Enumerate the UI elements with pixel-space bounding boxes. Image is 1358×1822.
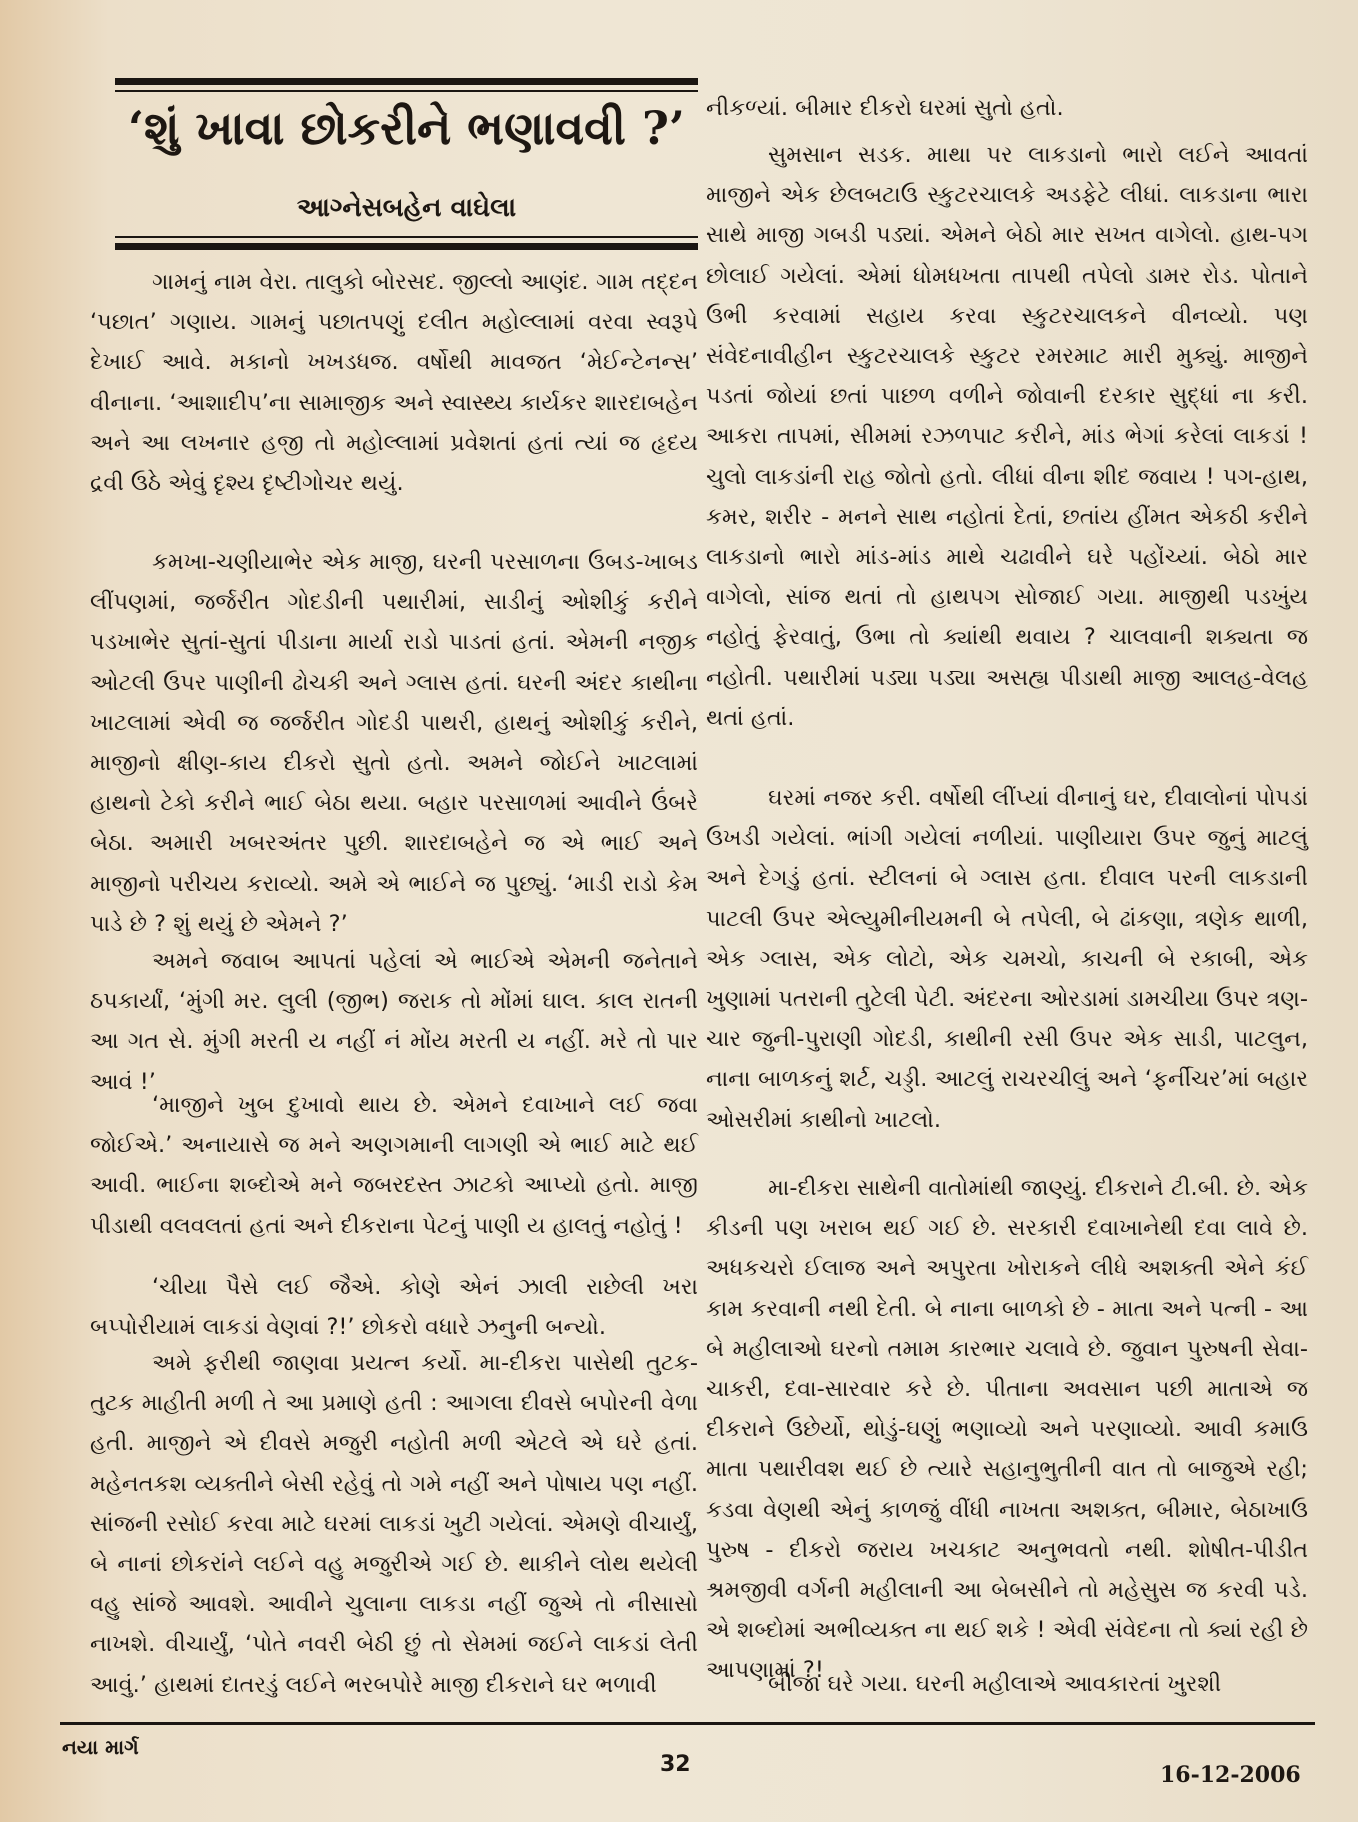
paragraph: ‘ચીયા પૈસે લઈ જૈએ. કોણે એનં ઝાલી રાછેલી ખરા બપ્પોરીયામં લાકડાં વેણવાં ?!’ છોકરો વધારે ઝનુની બન્યો. (90, 1274, 698, 1341)
paragraph: ગામનું નામ વેરા. તાલુકો બોરસદ. જીલ્લો આણંદ. ગામ તદ્દન ‘પછાત’ ગણાય. ગામનું પછાતપણું દલીત મહોલ્લામાં વરવા સ્વરૂપે દેખાઈ આવે. મકાનો ખખડધજ. વર્ષોથી માવજત ‘મેઈન્ટેનન્સ’ વીનાના. ‘આશાદીપ’ના સામાજીક અને સ્વાસ્થ્ય કાર્યકર શારદાબહેન અને આ લખનાર હજી તો મહોલ્લામાં પ્રવેશતાં હતાં ત્યાં જ હૃદય દ્રવી ઉઠે એવું દૃશ્ય દૃષ્ટીગોચર થયું. (90, 269, 698, 497)
paragraph: કમખા-ચણીયાભેર એક માજી, ઘરની પરસાળના ઉબડ-ખાબડ લીંપણમાં, જર્જરીત ગોદડીની પથારીમાં, સાડીનું ઓશીકું કરીને પડખાભેર સુતાં-સુતાં પીડાના માર્યા રાડો પાડતાં હતાં. એમની નજીક ઓટલી ઉપર પાણીની ઢોચકી અને ગ્લાસ હતાં. ઘરની અંદર કાથીના ખાટલામાં એવી જ જર્જરીત ગોદડી પાથરી, હાથનું ઓશીકું કરીને, માજીનો ક્ષીણ-કાય દીકરો સુતો હતો. અમને જોઈને ખાટલામાં હાથનો ટેકો કરીને ભાઈ બેઠા થયા. બહાર પરસાળમાં આવીને ઉંબરે બેઠા. અમારી ખબરઅંતર પુછી. શારદાબહેને જ એ ભાઈ અને માજીનો પરીચય કરાવ્યો. અમે એ ભાઈને જ પુછ્યું. ‘માડી રાડો કેમ પાડે છે ? શું થયું છે એમને ?’ (90, 549, 698, 937)
paragraph: બીજા ઘરે ગયા. ઘરની મહીલાએ આવકારતાં ખુરશી (768, 1671, 1222, 1697)
paragraph: અમને જવાબ આપતાં પહેલાં એ ભાઈએ એમની જનેતાને ઠપકાર્યાં, ‘મુંગી મર. લુલી (જીભ) જરાક તો મોંમાં ઘાલ. કાલ રાતની આ ગત સે. મુંગી મરતી ય નહીં નં મોંય મરતી ય નહીં. મરે તો પાર આવં !’ (90, 948, 698, 1095)
issue-date: 16-12-2006 (1160, 1762, 1301, 1788)
footer-rule (60, 1722, 1315, 1725)
paragraph: ઘરમાં નજર કરી. વર્ષોથી લીંપ્યાં વીનાનું ઘર, દીવાલોનાં પોપડાં ઉખડી ગયેલાં. ભાંગી ગયેલાં નળીયાં. પાણીયારા ઉપર જુનું માટલું અને દેગડું હતાં. સ્ટીલનાં બે ગ્લાસ હતા. દીવાલ પરની લાકડાની પાટલી ઉપર એલ્યુમીનીયમની બે તપેલી, બે ઢાંકણા, ત્રણેક થાળી, એક ગ્લાસ, એક લોટો, એક ચમચો, કાચની બે રકાબી, એક ખુણામાં પતરાની તુટેલી પેટી. અંદરના ઓરડામાં ડામચીયા ઉપર ત્રણ-ચાર જુની-પુરાણી ગોદડી, કાથીની રસી ઉપર એક સાડી, પાટલુન, નાના બાળકનું શર્ટ, ચડ્ડી. આટલું રાચરચીલું અને ‘ફર્નીચર’માં બહાર ઓસરીમાં કાથીનો ખાટલો. (706, 785, 1308, 1133)
article-title: ‘શું ખાવા છોકરીને ભણાવવી ?’ (128, 101, 685, 155)
title-top-rule (115, 78, 698, 85)
page-number: 32 (660, 1752, 691, 1777)
paragraph: મા-દીકરા સાથેની વાતોમાંથી જાણ્યું. દીકરાને ટી.બી. છે. એક કીડની પણ ખરાબ થઈ ગઈ છે. સરકારી દવાખાનેથી દવા લાવે છે. અધકચરો ઈલાજ અને અપુરતા ખોરાકને લીધે અશક્તી એને કંઈ કામ કરવાની નથી દેતી. બે નાના બાળકો છે - માતા અને પત્ની - આ બે મહીલાઓ ઘરનો તમામ કારભાર ચલાવે છે. જુવાન પુરુષની સેવા-ચાકરી, દવા-સારવાર કરે છે. પીતાના અવસાન પછી માતાએ જ દીકરાને ઉછેર્યો, થોડું-ઘણું ભણાવ્યો અને પરણાવ્યો. આવી કમાઉ માતા પથારીવશ થઈ છે ત્યારે સહાનુભુતીની વાત તો બાજુએ રહી; કડવા વેણથી એનું કાળજું વીંધી નાખતા અશક્ત, બીમાર, બેઠાખાઉ પુરુષ - દીકરો જરાય ખચકાટ અનુભવતો નથી. શોષીત-પીડીત શ્રમજીવી વર્ગની મહીલાની આ બેબસીને તો મહેસુસ જ કરવી પડે. એ શબ્દોમાં અભીવ્યક્ત ના થઈ શકે ! એવી સંવેદના તો ક્યાં રહી છે આપણામાં ?! (706, 1175, 1308, 1684)
author-bottom-rule (115, 243, 698, 250)
author-bottom-rule-thin (115, 236, 698, 238)
paragraph: ‘માજીને ખુબ દુખાવો થાય છે. એમને દવાખાને લઈ જવા જોઈએ.’ અનાયાસે જ મને અણગમાની લાગણી એ ભાઈ માટે થઈ આવી. ભાઈના શબ્દોએ મને જબરદસ્ત ઝાટકો આપ્યો હતો. માજી પીડાથી વલવલતાં હતાં અને દીકરાના પેટનું પાણી ય હાલતું નહોતું ! (90, 1092, 698, 1239)
magazine-name: નયા માર્ગ (62, 1735, 139, 1759)
article-author: આગ્નેસબહેન વાઘેલા (296, 193, 517, 223)
paragraph: નીકળ્યાં. બીમાર દીકરો ઘરમાં સુતો હતો. (706, 95, 1064, 121)
paragraph: સુમસાન સડક. માથા પર લાકડાનો ભારો લઈને આવતાં માજીને એક છેલબટાઉ સ્કુટરચાલકે અડફેટે લીધાં. લાકડાના ભારા સાથે માજી ગબડી પડ્યાં. એમને બેઠો માર સખત વાગેલો. હાથ-પગ છોલાઈ ગયેલાં. એમાં ધોમધખતા તાપથી તપેલો ડામર રોડ. પોતાને ઉભી કરવામાં સહાય કરવા સ્કુટરચાલકને વીનવ્યો. પણ સંવેદનાવીહીન સ્કુટરચાલકે સ્કુટર રમરમાટ મારી મુક્યું. માજીને પડતાં જોયાં છતાં પાછળ વળીને જોવાની દરકાર સુદ્ધાં ના કરી. આકરા તાપમાં, સીમમાં રઝળપાટ કરીને, માંડ ભેગાં કરેલાં લાકડાં ! ચુલો લાકડાંની રાહ જોતો હતો. લીધાં વીના શીદ જવાય ! પગ-હાથ, કમર, શરીર - મનને સાથ નહોતાં દેતાં, છતાંય હીંમત એકઠી કરીને લાકડાનો ભારો માંડ-માંડ માથે ચઢાવીને ઘરે પહોંચ્યાં. બેઠો માર વાગેલો, સાંજ થતાં તો હાથપગ સોજાઈ ગયા. માજીથી પડખુંય નહોતું ફેરવાતું, ઉભા તો ક્યાંથી થવાય ? ચાલવાની શક્યતા જ નહોતી. પથારીમાં પડ્યા પડ્યા અસહ્ય પીડાથી માજી આલહ-વેલહ થતાં હતાં. (706, 142, 1308, 731)
title-top-rule-thin (115, 90, 698, 92)
paragraph: અમે ફરીથી જાણવા પ્રયત્ન કર્યો. મા-દીકરા પાસેથી તુટક-તુટક માહીતી મળી તે આ પ્રમાણે હતી : આગલા દીવસે બપોરની વેળા હતી. માજીને એ દીવસે મજુરી નહોતી મળી એટલે એ ઘરે હતાં. મહેનતકશ વ્યક્તીને બેસી રહેવું તો ગમે નહીં અને પોષાય પણ નહીં. સાંજની રસોઈ કરવા માટે ઘરમાં લાકડાં ખુટી ગયેલાં. એમણે વીચાર્યું, બે નાનાં છોકરાંને લઈને વહુ મજુરીએ ગઈ છે. થાકીને લોથ થયેલી વહુ સાંજે આવશે. આવીને ચુલાના લાકડા નહીં જુએ તો નીસાસો નાખશે. વીચાર્યું, ‘પોતે નવરી બેઠી છું તો સેમમાં જઈને લાકડાં લેતી આવું.’ હાથમાં દાતરડું લઈને ભરબપોરે માજી દીકરાને ઘર ભળાવી (90, 1350, 698, 1698)
